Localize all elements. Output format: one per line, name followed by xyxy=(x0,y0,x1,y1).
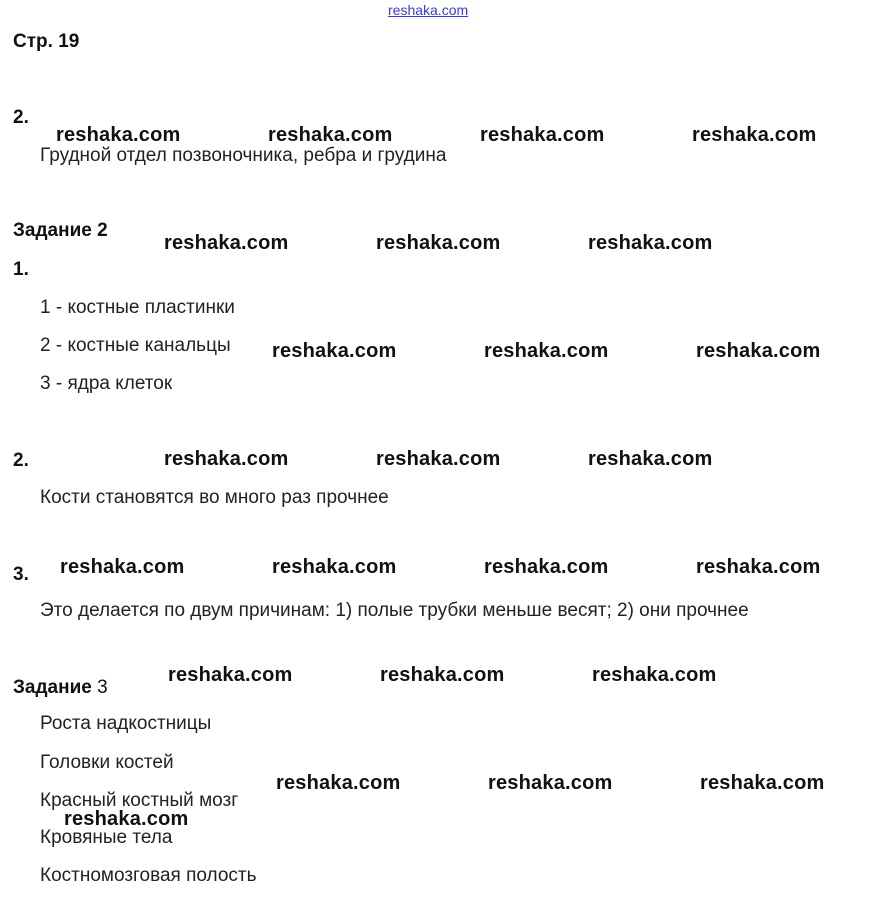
watermark: reshaka.com xyxy=(700,772,825,794)
watermark: reshaka.com xyxy=(380,664,505,686)
question-number: 2. xyxy=(13,107,29,128)
answer-item: 2 - костные канальцы xyxy=(40,335,231,356)
watermark: reshaka.com xyxy=(592,664,717,686)
watermark: reshaka.com xyxy=(164,448,289,470)
watermark: reshaka.com xyxy=(272,556,397,578)
task-heading xyxy=(13,677,108,699)
watermark: reshaka.com xyxy=(692,124,817,146)
answer-item: 3 - ядра клеток xyxy=(40,373,173,394)
watermark: reshaka.com xyxy=(56,124,181,146)
watermark: reshaka.com xyxy=(276,772,401,794)
watermark: reshaka.com xyxy=(272,340,397,362)
watermark: reshaka.com xyxy=(480,124,605,146)
answer-text: Это делается по двум причинам: 1) полые трубки меньше весят; 2) они прочнее xyxy=(40,600,749,621)
answer-item: Кровяные тела xyxy=(40,827,173,848)
answer-text: Грудной отдел позвоночника, ребра и грудина xyxy=(40,145,447,166)
answer-item: Роста надкостницы xyxy=(40,713,212,734)
watermark: reshaka.com xyxy=(488,772,613,794)
answer-item: Красный костный мозг xyxy=(40,790,239,811)
watermark: reshaka.com xyxy=(588,448,713,470)
site-link[interactable]: reshaka.com xyxy=(388,2,469,18)
watermark: reshaka.com xyxy=(164,232,289,254)
watermark: reshaka.com xyxy=(60,556,185,578)
task-heading-number: 3 xyxy=(97,677,108,698)
task-heading: Задание 2 xyxy=(13,220,108,241)
watermark: reshaka.com xyxy=(268,124,393,146)
watermark: reshaka.com xyxy=(376,448,501,470)
watermark: reshaka.com xyxy=(588,232,713,254)
watermark: reshaka.com xyxy=(64,808,189,830)
watermark: reshaka.com xyxy=(696,340,821,362)
watermark: reshaka.com xyxy=(168,664,293,686)
answer-item: 1 - костные пластинки xyxy=(40,297,235,318)
answer-text: Кости становятся во много раз прочнее xyxy=(40,487,389,508)
question-number: 2. xyxy=(13,450,29,471)
watermark: reshaka.com xyxy=(696,556,821,578)
question-number: 1. xyxy=(13,259,29,280)
task-heading-word: Задание xyxy=(13,677,92,698)
watermark: reshaka.com xyxy=(484,340,609,362)
answer-item: Костномозговая полость xyxy=(40,865,257,886)
answer-item: Головки костей xyxy=(40,752,174,773)
watermark: reshaka.com xyxy=(484,556,609,578)
question-number: 3. xyxy=(13,564,29,585)
watermark: reshaka.com xyxy=(376,232,501,254)
page-title: Стр. 19 xyxy=(13,31,80,52)
